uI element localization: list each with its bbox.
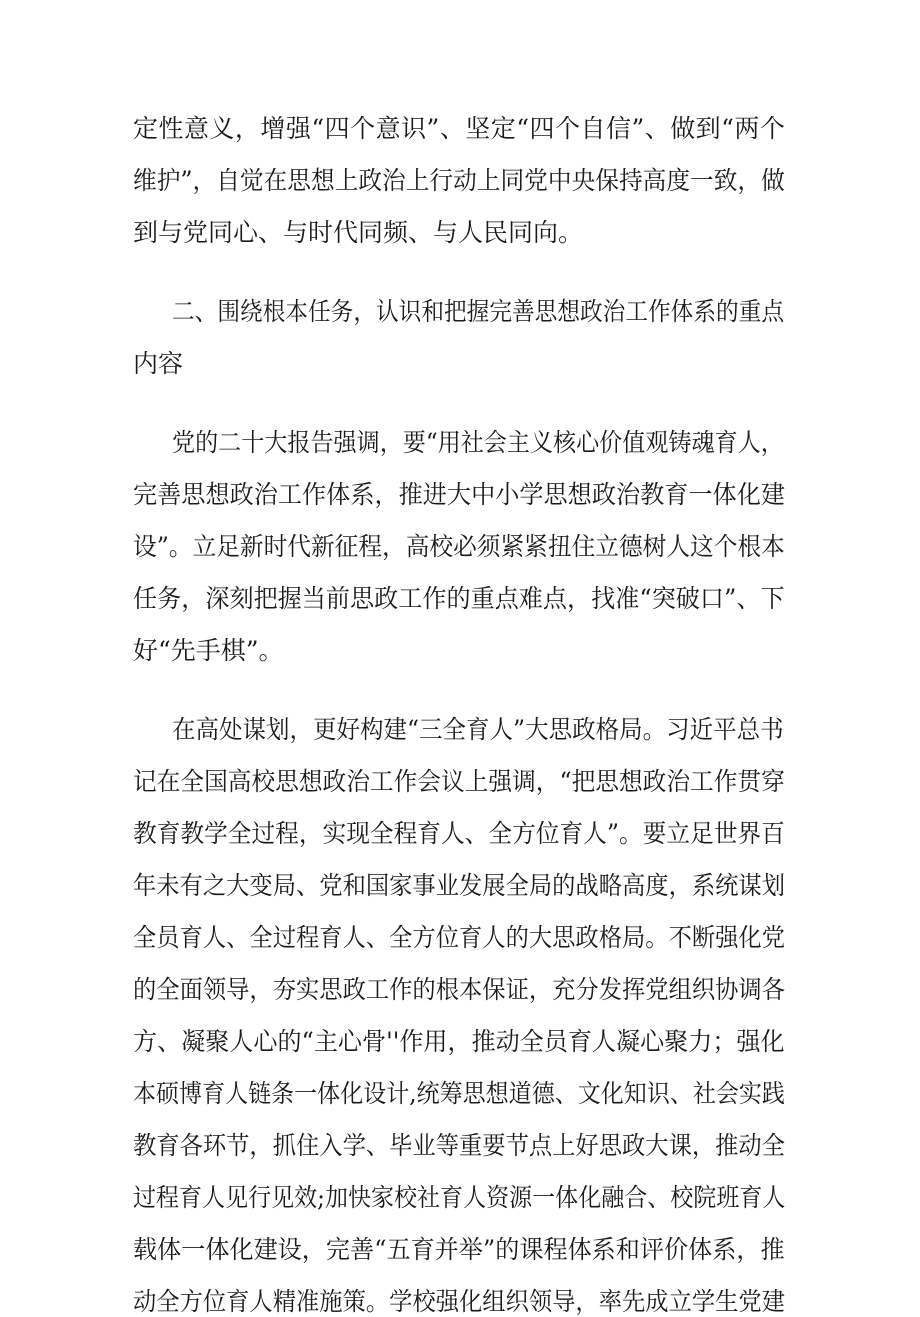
body-text-line: 过程育人见行见效;加快家校社育人资源一体化融合、校院班育人 (133, 1183, 786, 1212)
body-text-line: 动全方位育人精准施策。学校强化组织领导，率先成立学生党建 (133, 1287, 786, 1316)
body-text-line: 在高处谋划，更好构建“三全育人”大思政格局。习近平总书 (172, 715, 784, 744)
body-text-line: 到与党同心、与时代同频、与人民同向。 (133, 218, 584, 247)
body-text-line: 载体一体化建设，完善“五育并举”的课程体系和评价体系，推 (133, 1235, 785, 1264)
body-text-line: 本硕博育人链条一体化设计,统筹思想道德、文化知识、社会实践 (133, 1079, 785, 1108)
body-text-line: 定性意义，增强“四个意识”、坚定“四个自信”、做到“两个 (133, 114, 786, 143)
section-heading-line: 内容 (133, 349, 184, 378)
body-text-line: 设”。立足新时代新征程，高校必须紧紧扭住立德树人这个根本 (133, 532, 785, 561)
body-text-line: 教育教学全过程，实现全程育人、全方位育人”。要立足世界百 (133, 819, 785, 848)
body-text-line: 任务，深刻把握当前思政工作的重点难点，找准“突破口”、下 (133, 584, 785, 613)
body-text-line: 方、凝聚人心的“主心骨''作用，推动全员育人凝心聚力；强化 (133, 1027, 785, 1056)
body-text-line: 全员育人、全过程育人、全方位育人的大思政格局。不断强化党 (133, 923, 786, 952)
body-text-line: 年未有之大变局、党和国家事业发展全局的战略高度，系统谋划 (133, 871, 786, 900)
body-text-line: 好“先手棋”。 (133, 636, 284, 665)
body-text-line: 党的二十大报告强调，要“用社会主义核心价值观铸魂育人， (172, 428, 784, 457)
body-text-line: 记在全国高校思想政治工作会议上强调，“把思想政治工作贯穿 (133, 767, 785, 796)
body-text-line: 的全面领导，夯实思政工作的根本保证，充分发挥党组织协调各 (133, 975, 786, 1004)
body-text-line: 完善思想政治工作体系，推进大中小学思想政治教育一体化建 (133, 480, 786, 509)
body-text-line: 教育各环节，抓住入学、毕业等重要节点上好思政大课，推动全 (133, 1131, 786, 1160)
section-heading-line: 二、围绕根本任务，认识和把握完善思想政治工作体系的重点 (172, 297, 785, 326)
body-text-line: 维护”，自觉在思想上政治上行动上同党中央保持高度一致，做 (133, 166, 785, 195)
